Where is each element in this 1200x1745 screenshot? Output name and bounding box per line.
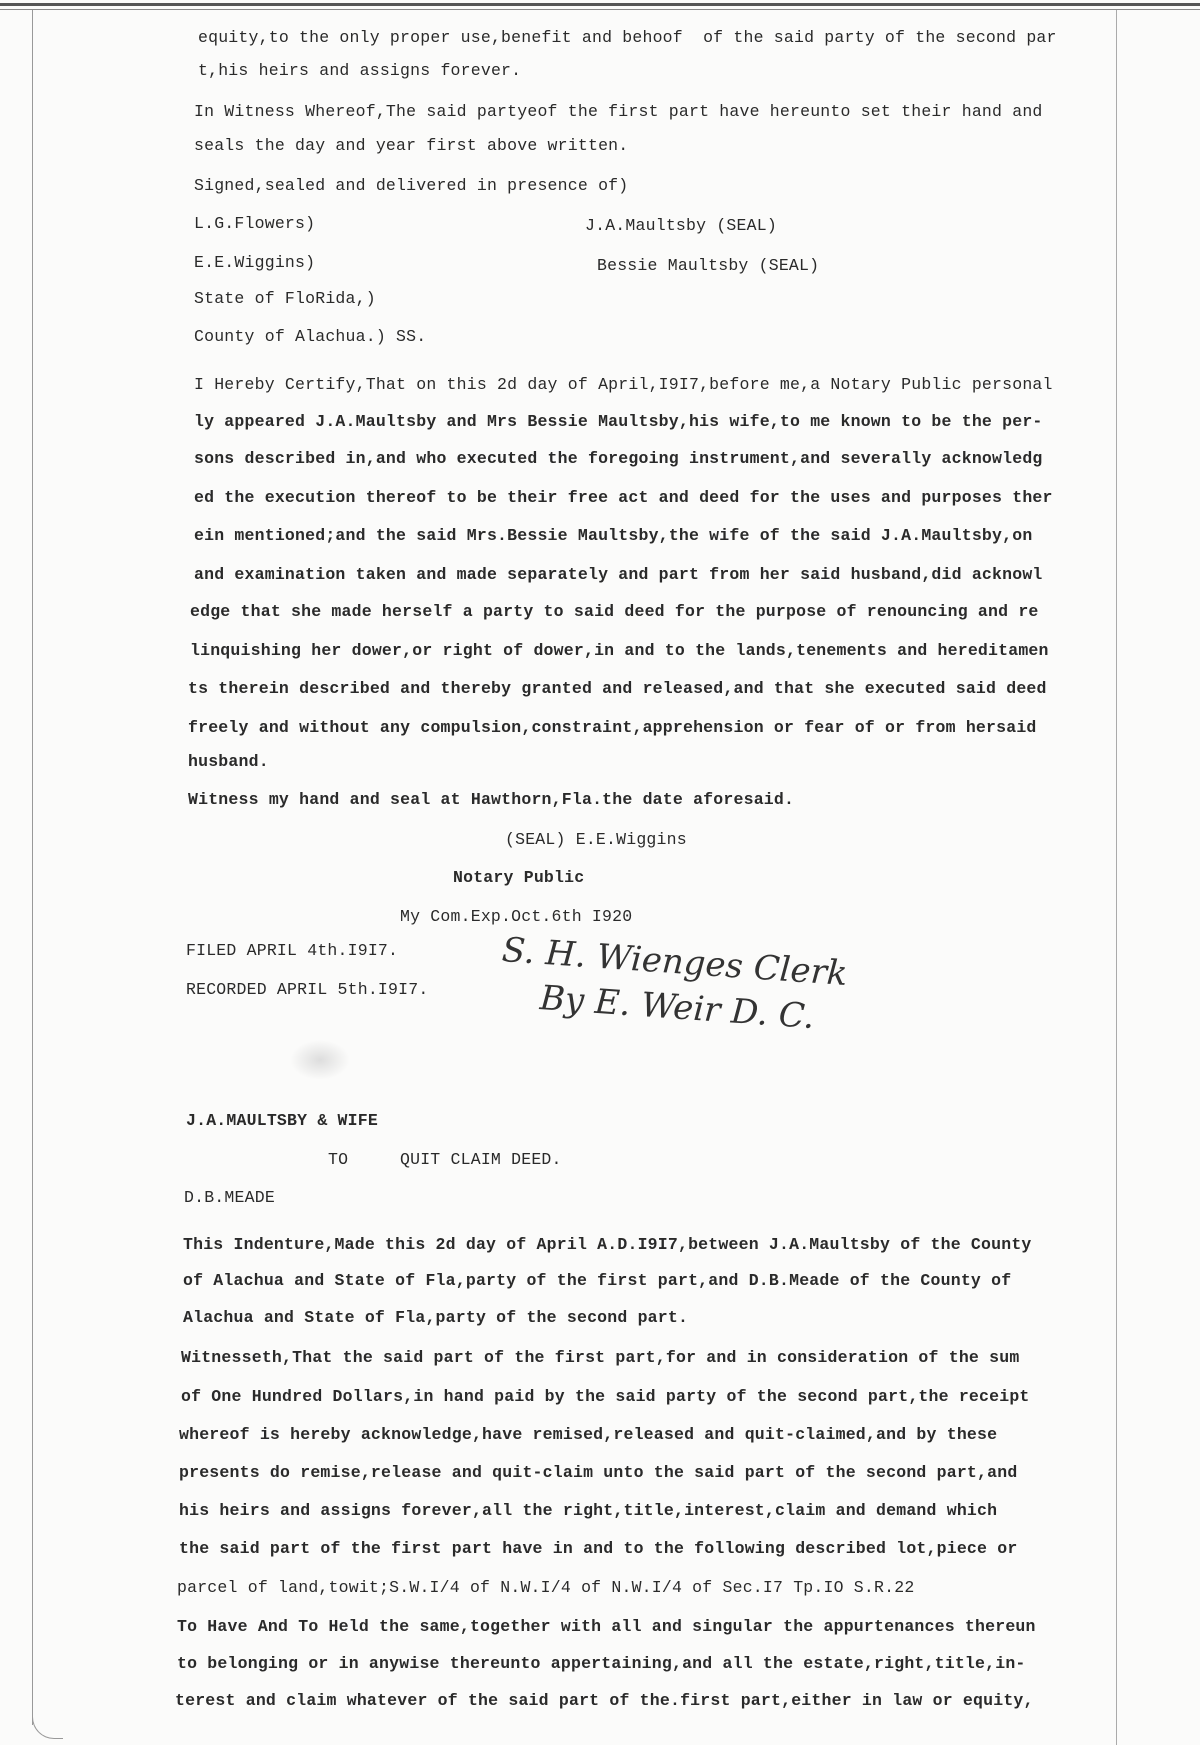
- deputy-clerk-signature: By E. Weir D. C.: [538, 978, 816, 1038]
- witness-name: L.G.Flowers): [194, 214, 316, 233]
- notary-seal-name: (SEAL) E.E.Wiggins: [505, 830, 687, 849]
- text-line: and examination taken and made separately and part from her said husband,did acknowl: [194, 565, 1043, 584]
- recorded-date: RECORDED APRIL 5th.I9I7.: [186, 980, 429, 999]
- page-top-rule-thin: [0, 9, 1200, 10]
- signer-name: Bessie Maultsby (SEAL): [597, 256, 820, 275]
- text-line: t,his heirs and assigns forever.: [198, 61, 522, 80]
- clerk-signature: S. H. Wienges Clerk: [500, 930, 849, 995]
- text-line: ts therein described and thereby granted and released,and that she executed said deed: [188, 679, 1047, 698]
- text-line: To Have And To Held the same,together with all and singular the appurtenances thereun: [177, 1617, 1036, 1636]
- text-line: ly appeared J.A.Maultsby and Mrs Bessie Maultsby,his wife,to me known to be the per-: [194, 412, 1043, 431]
- signer-name: J.A.Maultsby (SEAL): [585, 216, 777, 235]
- heading-to: TO: [328, 1150, 349, 1169]
- text-line: to belonging or in anywise thereunto appertaining,and all the estate,right,title,in-: [177, 1654, 1026, 1673]
- text-line: ed the execution thereof to be their free act and deed for the uses and purposes ther: [194, 488, 1053, 507]
- text-line: linquishing her dower,or right of dower,in and to the lands,tenements and hereditamen: [190, 641, 1049, 660]
- text-line: ein mentioned;and the said Mrs.Bessie Maultsby,the wife of the said J.A.Maultsby,on: [194, 526, 1033, 545]
- witness-name: E.E.Wiggins): [194, 253, 316, 272]
- paper-smudge: [290, 1040, 350, 1080]
- filed-date: FILED APRIL 4th.I9I7.: [186, 941, 399, 960]
- text-line: of One Hundred Dollars,in hand paid by the said party of the second part,the receipt: [181, 1387, 1030, 1406]
- text-line: the said part of the first part have in and to the following described lot,piece or: [179, 1539, 1018, 1558]
- text-line: Witness my hand and seal at Hawthorn,Fla.the date aforesaid.: [188, 790, 795, 809]
- text-line: terest and claim whatever of the said part of the.first part,either in law or equity,: [175, 1691, 1034, 1710]
- text-line: equity,to the only proper use,benefit and behoof of the said party of the second par: [198, 28, 1057, 47]
- text-line: sons described in,and who executed the foregoing instrument,and severally acknowledg: [194, 449, 1043, 468]
- text-line: presents do remise,release and quit-claim unto the said part of the second part,and: [179, 1463, 1018, 1482]
- text-line: Witnesseth,That the said part of the first part,for and in consideration of the sum: [181, 1348, 1020, 1367]
- grantor: J.A.MAULTSBY & WIFE: [186, 1111, 378, 1130]
- grantee: D.B.MEADE: [184, 1188, 275, 1207]
- text-line: seals the day and year first above written.: [194, 136, 629, 155]
- page-corner-curve: [32, 1714, 63, 1739]
- text-line: whereof is hereby acknowledge,have remised,released and quit-claimed,and by these: [179, 1425, 998, 1444]
- text-line: husband.: [188, 752, 269, 771]
- notary-commission: My Com.Exp.Oct.6th I920: [400, 907, 633, 926]
- text-line: edge that she made herself a party to said deed for the purpose of renouncing and re: [190, 602, 1039, 621]
- right-margin-rule: [1116, 10, 1117, 1745]
- venue-county: County of Alachua.) SS.: [194, 327, 427, 346]
- text-line: This Indenture,Made this 2d day of April A.D.I9I7,between J.A.Maultsby of the County: [183, 1235, 1032, 1254]
- text-line: Alachua and State of Fla,party of the second part.: [183, 1308, 689, 1327]
- left-margin-rule: [32, 10, 33, 1725]
- text-line: parcel of land,towit;S.W.I/4 of N.W.I/4 of N.W.I/4 of Sec.I7 Tp.IO S.R.22: [177, 1578, 915, 1597]
- page-top-rule: [0, 3, 1200, 6]
- text-line: freely and without any compulsion,constraint,apprehension or fear of or from hersaid: [188, 718, 1037, 737]
- venue-state: State of FloRida,): [194, 289, 376, 308]
- text-line: I Hereby Certify,That on this 2d day of April,I9I7,before me,a Notary Public personal: [194, 375, 1053, 394]
- text-line: his heirs and assigns forever,all the right,title,interest,claim and demand which: [179, 1501, 998, 1520]
- text-line: In Witness Whereof,The said partyeof the first part have hereunto set their hand and: [194, 102, 1043, 121]
- text-line: Signed,sealed and delivered in presence of): [194, 176, 629, 195]
- notary-title: Notary Public: [453, 868, 585, 887]
- text-line: of Alachua and State of Fla,party of the first part,and D.B.Meade of the County of: [183, 1271, 1012, 1290]
- deed-type: QUIT CLAIM DEED.: [400, 1150, 562, 1169]
